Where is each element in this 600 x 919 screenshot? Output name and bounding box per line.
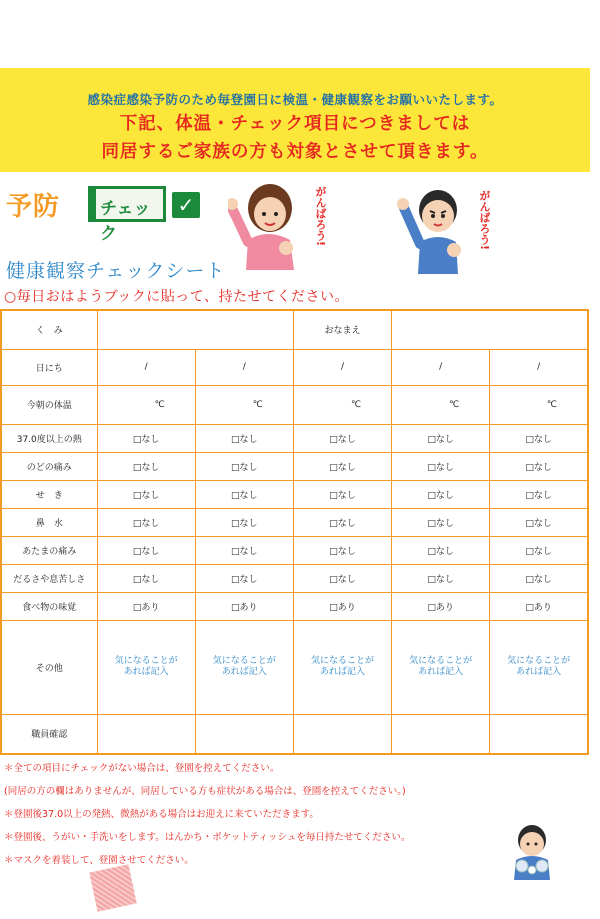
temperature-cell[interactable]: ℃ — [490, 385, 588, 424]
checkbox-cell[interactable]: □なし — [490, 452, 588, 480]
date-label: 日にち — [1, 349, 97, 385]
memo-line-1: 気になることが — [409, 656, 473, 666]
boy-cheering-illustration — [396, 178, 476, 274]
memo-line-1: 気になることが — [212, 656, 276, 666]
checkmark-icon: ✓ — [172, 192, 200, 218]
other-label: その他 — [1, 620, 97, 714]
temperature-label: 今朝の体温 — [1, 385, 97, 424]
memo-line-2: あれば記入 — [418, 667, 464, 677]
table-row-sore-throat — [1, 452, 588, 480]
symptom-label: だるさや息苦しさ — [1, 564, 97, 592]
checkbox-cell[interactable]: □なし — [293, 424, 391, 452]
checkbox-cell[interactable]: □なし — [490, 424, 588, 452]
check-logo-text: チェック — [88, 186, 166, 222]
table-row-other — [1, 620, 588, 714]
sheet-subtitle: 健康観察チェックシート — [6, 260, 226, 282]
class-input-cell[interactable] — [97, 310, 293, 349]
girl-cheering-illustration — [228, 178, 318, 270]
table-row-taste — [1, 592, 588, 620]
symptom-label: 37.0度以上の熱 — [1, 424, 97, 452]
checkbox-cell[interactable]: □あり — [490, 592, 588, 620]
checkbox-cell[interactable]: □なし — [490, 480, 588, 508]
staff-check-cell[interactable] — [195, 714, 293, 754]
memo-line-1: 気になることが — [114, 656, 178, 666]
checkbox-cell[interactable]: □なし — [195, 480, 293, 508]
checkbox-cell[interactable]: □なし — [97, 480, 195, 508]
other-memo-cell[interactable] — [195, 620, 293, 714]
table-row-fever — [1, 424, 588, 452]
instruction-text: ○毎日おはようブックに貼って、持たせてください。 — [4, 289, 349, 305]
note-item: ＊登園後37.0以上の発熱、微熱がある場合はお迎えに来ていただきます。 — [4, 809, 319, 820]
other-memo-cell[interactable] — [490, 620, 588, 714]
staff-check-label: 職員確認 — [1, 714, 97, 754]
table-row-temperature — [1, 385, 588, 424]
checkbox-cell[interactable]: □なし — [293, 508, 391, 536]
memo-line-2: あれば記入 — [123, 667, 169, 677]
temperature-cell[interactable]: ℃ — [195, 385, 293, 424]
checkbox-cell[interactable]: □なし — [293, 564, 391, 592]
memo-line-2: あれば記入 — [319, 667, 365, 677]
speech-ganbarou-right: がんばろう! — [478, 190, 491, 251]
checkbox-cell[interactable]: □あり — [293, 592, 391, 620]
note-item: ＊全ての項目にチェックがない場合は、登園を控えてください。 — [4, 763, 280, 774]
table-row-header — [1, 310, 588, 349]
checkbox-cell[interactable]: □なし — [293, 452, 391, 480]
banner-line-3: 同居するご家族の方も対象とさせて頂きます。 — [101, 142, 489, 162]
checkbox-cell[interactable]: □なし — [490, 508, 588, 536]
staff-check-cell[interactable] — [97, 714, 195, 754]
memo-line-2: あれば記入 — [516, 667, 562, 677]
checkbox-cell[interactable]: □なし — [392, 424, 490, 452]
date-cell[interactable]: / — [293, 349, 391, 385]
banner-line-1: 感染症感染予防のため毎登園日に検温・健康観察をお願いいたします。 — [87, 92, 503, 107]
speech-ganbarou-left: がんばろう! — [314, 186, 327, 247]
note-item: ＊登園後、うがい・手洗いをします。はんかち・ポケットティッシュを毎日持たせてください。 — [4, 832, 411, 843]
memo-line-2: あれば記入 — [221, 667, 267, 677]
name-input-cell[interactable] — [392, 310, 588, 349]
temperature-cell[interactable]: ℃ — [97, 385, 195, 424]
yobou-logo-text: 予防 — [6, 192, 61, 222]
symptom-label: のどの痛み — [1, 452, 97, 480]
checkbox-cell[interactable]: □なし — [97, 508, 195, 536]
banner-line-2: 下記、体温・チェック項目につきましては — [119, 114, 471, 134]
checkbox-cell[interactable]: □なし — [195, 424, 293, 452]
staff-check-cell[interactable] — [490, 714, 588, 754]
symptom-label: 食べ物の味覚 — [1, 592, 97, 620]
table-row-runny-nose — [1, 508, 588, 536]
note-item: ＊マスクを着装して、登園させてください。 — [4, 855, 194, 866]
checkbox-cell[interactable]: □なし — [392, 536, 490, 564]
memo-line-1: 気になることが — [507, 656, 571, 666]
table-row-staff — [1, 714, 588, 754]
checkbox-cell[interactable]: □あり — [195, 592, 293, 620]
date-cell[interactable]: / — [97, 349, 195, 385]
date-cell[interactable]: / — [392, 349, 490, 385]
name-label: おなまえ — [293, 310, 391, 349]
checkbox-cell[interactable]: □なし — [97, 452, 195, 480]
temperature-cell[interactable]: ℃ — [392, 385, 490, 424]
notes-list — [4, 760, 410, 875]
date-cell[interactable]: / — [195, 349, 293, 385]
other-memo-cell[interactable] — [97, 620, 195, 714]
memo-line-1: 気になることが — [310, 656, 374, 666]
staff-check-cell[interactable] — [392, 714, 490, 754]
checkbox-cell[interactable]: □なし — [293, 480, 391, 508]
staff-check-cell[interactable] — [293, 714, 391, 754]
class-label: く み — [1, 310, 97, 349]
checkbox-cell[interactable]: □なし — [392, 508, 490, 536]
handwashing-child-illustration — [506, 820, 558, 880]
table-row-fatigue — [1, 564, 588, 592]
checkbox-cell[interactable]: □なし — [97, 424, 195, 452]
temperature-cell[interactable]: ℃ — [293, 385, 391, 424]
checkbox-cell[interactable]: □なし — [392, 564, 490, 592]
symptom-label: せ き — [1, 480, 97, 508]
health-check-table — [0, 309, 589, 755]
checkbox-cell[interactable]: □なし — [490, 564, 588, 592]
checkbox-cell[interactable]: □あり — [392, 592, 490, 620]
table-row-date — [1, 349, 588, 385]
checkbox-cell[interactable]: □なし — [97, 536, 195, 564]
checkbox-cell[interactable]: □なし — [490, 536, 588, 564]
date-cell[interactable]: / — [490, 349, 588, 385]
checkbox-cell[interactable]: □なし — [195, 536, 293, 564]
symptom-label: あたまの痛み — [1, 536, 97, 564]
checkbox-cell[interactable]: □なし — [195, 564, 293, 592]
notice-banner — [0, 68, 590, 172]
checkbox-cell[interactable]: □なし — [392, 452, 490, 480]
checkbox-cell[interactable]: □なし — [195, 452, 293, 480]
other-memo-cell[interactable] — [293, 620, 391, 714]
checkbox-cell[interactable]: □なし — [392, 480, 490, 508]
note-item: (同居の方の欄はありませんが、同居している方も症状がある場合は、登園を控えてください。) — [4, 786, 406, 797]
symptom-label: 鼻 水 — [1, 508, 97, 536]
checkbox-cell[interactable]: □なし — [97, 564, 195, 592]
table-row-cough — [1, 480, 588, 508]
other-memo-cell[interactable] — [392, 620, 490, 714]
sticky-note-decoration — [89, 864, 136, 911]
checkbox-cell[interactable]: □なし — [195, 508, 293, 536]
table-row-headache — [1, 536, 588, 564]
checkbox-cell[interactable]: □なし — [293, 536, 391, 564]
checkbox-cell[interactable]: □あり — [97, 592, 195, 620]
